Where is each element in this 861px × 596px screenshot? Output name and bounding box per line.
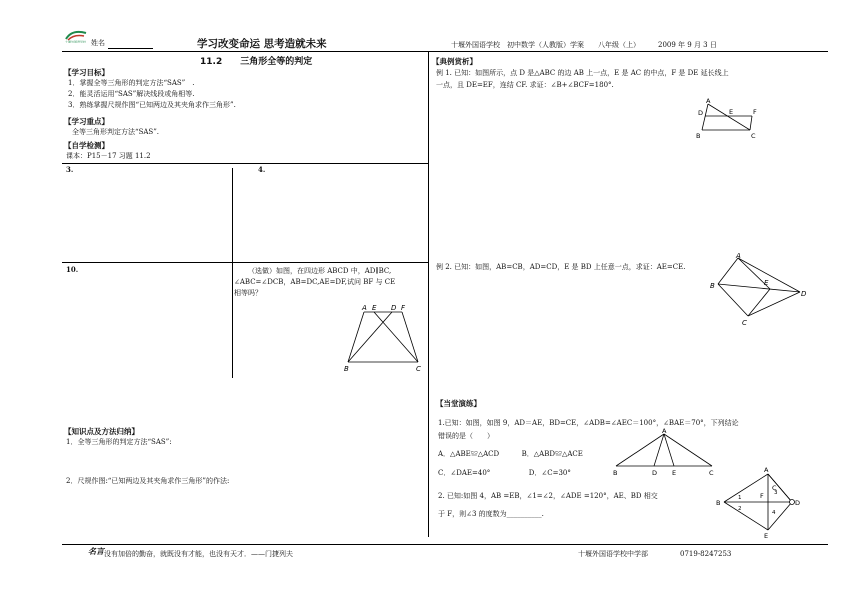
header-school-info: 十堰外国语学校 初中数学（人教版）学案 八年级（上）: [451, 41, 640, 49]
label-D: D: [698, 109, 704, 117]
label-A: A: [362, 304, 367, 312]
goal-item: 2．能灵活运用“SAS”解决线段或角相等.: [68, 89, 195, 98]
practice2-text: 2. 已知:如图 4，AB =EB，∠1=∠2，∠ADE =120°，AE、BD 相交 于 F，则∠3 的度数为__________.: [438, 492, 658, 518]
label-E: E: [764, 279, 769, 287]
option-a[interactable]: A．△ABE≌△ACD: [438, 450, 500, 458]
angle-4: 4: [772, 510, 776, 516]
textbook-ref: 课本：P15－17 习题 11.2: [66, 152, 151, 160]
example1-figure: [694, 98, 764, 142]
grid-vertical: [232, 168, 233, 378]
goals-list: [68, 79, 418, 111]
goals-title: 【学习目标】: [64, 68, 109, 77]
summary-item-2: 2．尺规作图:“已知两边及其夹角求作三角形”的作法:: [66, 477, 230, 485]
label-F: F: [760, 492, 764, 500]
optional-question: （选做）如图，在四边形 ABCD 中，AD∥BC, ∠ABC=∠DCB，AB=DC,AE=DF,试问 BF 与 CE 相等吗？: [234, 267, 396, 297]
label-B: B: [710, 282, 715, 290]
practice1-options-cd: [438, 469, 571, 478]
label-B: B: [696, 132, 701, 140]
angle-1: 1: [738, 495, 742, 501]
optional-figure: [342, 302, 432, 378]
label-A: A: [764, 466, 769, 474]
grid-middle-rule: [62, 262, 428, 263]
footer-phone: 0719-8247253: [680, 550, 732, 558]
footer-rule: [62, 544, 828, 545]
header-rule: [62, 51, 828, 52]
goal-item: 3．熟练掌握尺规作图“已知两边及其夹角求作三角形”.: [68, 100, 236, 109]
summary-item-1: 1．全等三角形的判定方法“SAS”:: [66, 438, 172, 446]
label-A: A: [662, 428, 667, 435]
column-divider: [428, 52, 429, 537]
q10-label: 10.: [66, 265, 79, 274]
quote-label: 名言: [88, 547, 104, 556]
practice-title: 【当堂演练】: [436, 399, 481, 408]
label-B: B: [344, 365, 349, 373]
grid-top-rule: [62, 163, 428, 164]
footer-school: 十堰外国语学校中学部: [578, 550, 648, 558]
label-C: C: [416, 365, 421, 373]
option-c[interactable]: C．∠DAE=40°: [438, 469, 491, 477]
header-motto: 学习改变命运 思考造就未来: [197, 38, 327, 50]
footer-quote: 没有加倍的勤奋，就既没有才能，也没有天才．——门捷列夫: [104, 550, 293, 558]
label-B: B: [716, 499, 721, 507]
q4-label: 4.: [258, 165, 266, 174]
school-logo: [64, 28, 88, 42]
name-label: 姓名: [91, 39, 105, 47]
label-D: D: [391, 304, 397, 312]
angle-3: 3: [774, 490, 778, 496]
focus-title: 【学习重点】: [64, 117, 109, 126]
label-D: D: [801, 290, 807, 298]
label-C: C: [742, 319, 747, 327]
label-D: D: [652, 469, 658, 477]
label-C: C: [751, 132, 756, 140]
examples-title: 【典例赏析】: [432, 57, 477, 66]
angle-2: 2: [738, 506, 742, 512]
example1-text: 例 1. 已知：如图所示，点 D 是△ABC 的边 AB 上一点，E 是 AC 的中点，F 是 DE 延长线上 一点，且 DE=EF，连结 CF. 求证：∠B+∠BCF=180°.: [436, 69, 729, 89]
label-F: F: [401, 304, 406, 312]
focus-text: 全等三角形判定方法“SAS”.: [72, 128, 160, 136]
label-E: E: [372, 304, 377, 312]
label-B: B: [613, 469, 618, 477]
label-C: C: [772, 484, 777, 492]
name-underline[interactable]: [108, 48, 153, 49]
label-A: A: [736, 252, 741, 260]
example2-text: 例 2. 已知：如图，AB=CB，AD=CD，E 是 BD 上任意一点，求证：AE=CE.: [436, 263, 686, 271]
label-F: F: [753, 108, 757, 116]
practice1-text: 1.已知：如图，如图 9，AD＝AE，BD=CE，∠ADB=∠AEC＝100°，∠BAE＝70°，下列结论 错误的是（ ）: [438, 419, 739, 440]
option-b[interactable]: B．△ABD≌△ACE: [521, 450, 583, 458]
practice1-figure: [612, 428, 722, 480]
practice2-figure: [714, 464, 800, 540]
example2-figure: [708, 252, 808, 328]
summary-title: 【知识点及方法归纳】: [64, 427, 139, 436]
label-D: D: [795, 499, 800, 507]
header-date: 2009 年 9 月 3 日: [658, 41, 717, 49]
label-A: A: [706, 98, 711, 105]
label-E: E: [764, 532, 769, 540]
selftest-title: 【自学检测】: [64, 141, 109, 150]
practice1-options-ab: [438, 450, 583, 459]
q3-label: 3.: [66, 165, 74, 174]
label-C: C: [709, 469, 714, 477]
label-E: E: [672, 469, 677, 477]
label-E: E: [729, 108, 734, 116]
option-d[interactable]: D．∠C=30°: [528, 469, 571, 477]
svg-text:十堰外国语学校: 十堰外国语学校: [65, 40, 87, 43]
lesson-title: 11.2 三角形全等的判定: [200, 57, 313, 67]
goal-item: 1．掌握全等三角形的判定方法“SAS” .: [68, 79, 195, 87]
